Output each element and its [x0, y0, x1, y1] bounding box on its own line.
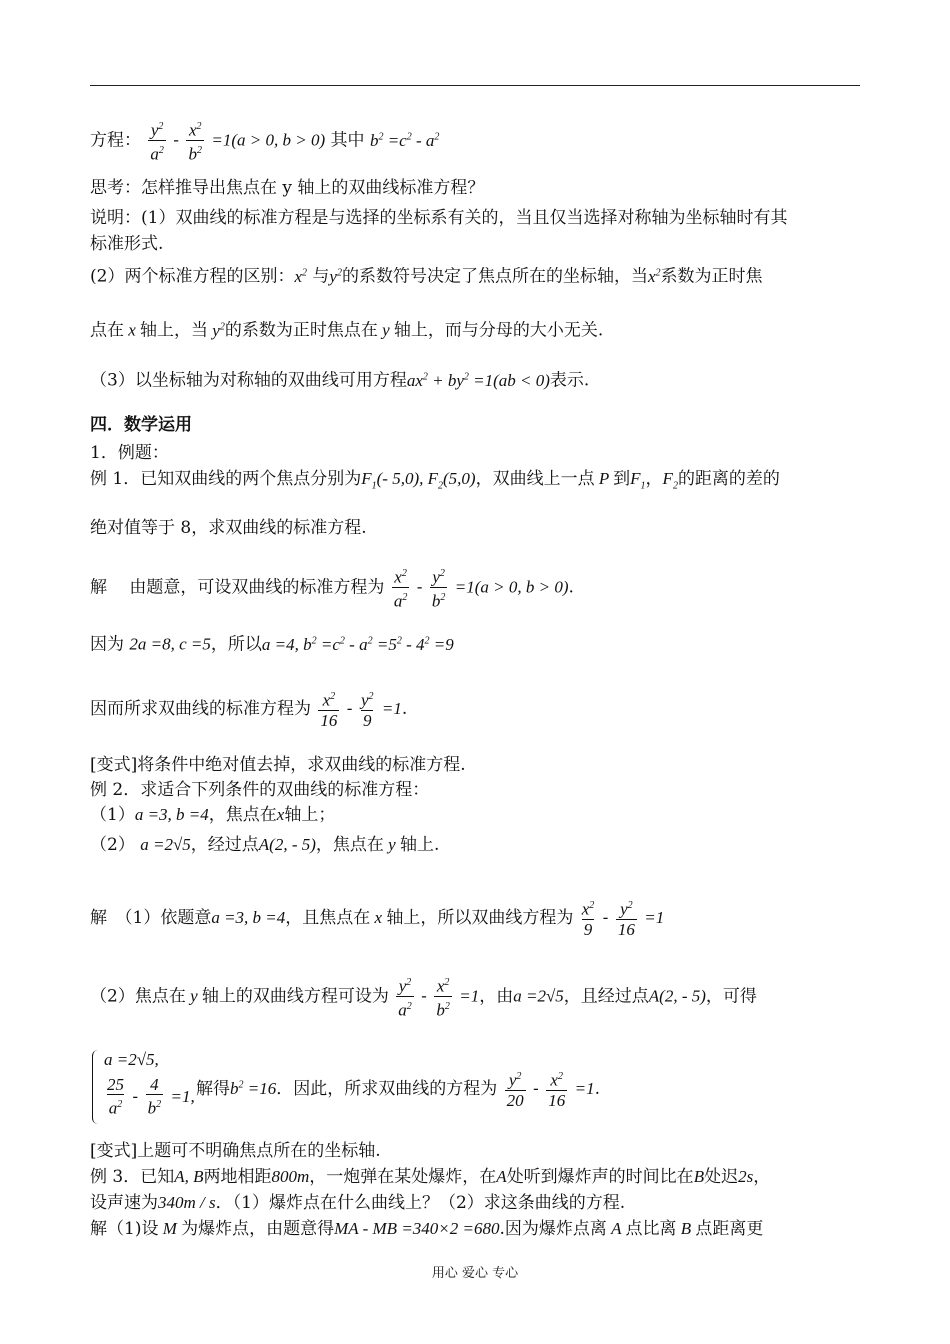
- variant-1: [变式]将条件中绝对值去掉，求双曲线的标准方程.: [90, 755, 466, 775]
- equation-line-1: 方程： $\frac{y^2}{a^2}$ - $\frac{x^2}{b^2}$ =1(a > 0, b > 0) 其中 $b^2 =c^2 - a^2$: [90, 120, 440, 164]
- solution-1c: 因而所求双曲线的标准方程为 $\frac{x^2}{16}$ - $\frac{y^2}{9}$ =1.: [90, 690, 408, 730]
- subheading-examples: 1．例题：: [90, 443, 169, 463]
- example-2-item-1: （1）a =3, b =4，焦点在x轴上；: [90, 805, 336, 825]
- paragraph-note-1b: 标准形式.: [90, 234, 164, 254]
- example-3b: 设声速为340m / s．（1）爆炸点在什么曲线上？（2）求这条曲线的方程.: [90, 1193, 626, 1213]
- paragraph-note-3: （3）以坐标轴为对称轴的双曲线可用方程$ax^2 + by^2 =1(ab < 0)$表示.: [90, 370, 590, 391]
- paragraph-note-2: (2）两个标准方程的区别：$x^2$ 与$y^2$的系数符号决定了焦点所在的坐标轴，当$x^2$系数为正时焦: [90, 266, 763, 287]
- example-1b: 绝对值等于 8，求双曲线的标准方程.: [90, 518, 367, 538]
- variant-2: [变式]上题可不明确焦点所在的坐标轴.: [90, 1141, 381, 1161]
- solution-1: 解 由题意，可设双曲线的标准方程为 $\frac{x^2}{a^2}$ - $\frac{y^2}{b^2}$ =1(a > 0, b > 0).: [90, 567, 574, 611]
- paragraph-note-1: 说明：(1）双曲线的标准方程是与选择的坐标系有关的，当且仅当选择对称轴为坐标轴时有其: [90, 208, 788, 228]
- solution-2-2: （2）焦点在 y 轴上的双曲线方程可设为 $\frac{y^2}{a^2}$ - $\frac{x^2}{b^2}$ =1，由a =2√5，且经过点A(2, - 5)，可得: [90, 976, 757, 1020]
- example-2: 例 2．求适合下列条件的双曲线的标准方程：: [90, 780, 430, 800]
- solution-2-3: 解得$b^2 =16$．因此，所求双曲线的方程为 $\frac{y^2}{20}$ - $\frac{x^2}{16}$ =1.: [196, 1070, 600, 1110]
- example-2-item-2: （2） a =2√5，经过点A(2, - 5)，焦点在 y 轴上.: [90, 835, 440, 855]
- header-rule: [90, 85, 860, 86]
- example-1: 例 1．已知双曲线的两个焦点分别为$F_1(-$ 5,0), $F_2(5,0)$，双曲线上一点 P 到$F_1$，$F_2$的距离的差的: [90, 469, 780, 492]
- solution-3: 解（1)设 M 为爆炸点，由题意得MA - MB =340×2 =680.因为爆炸点离 A 点比离 B 点距离更: [90, 1219, 764, 1239]
- equation-system: a =2√5, $\frac{25}{a^2}$ - $\frac{4}{b^2}$ =1,: [92, 1050, 212, 1126]
- section-heading: 四．数学运用: [90, 415, 192, 435]
- example-3: 例 3．已知A, B两地相距800m，一炮弹在某处爆炸，在A处听到爆炸声的时间比在B处迟2s，: [90, 1167, 771, 1187]
- solution-1b: 因为 2a =8, c =5，所以a =4, $b^2 =c^2 - a^2 =5^2 - 4^2 =9$: [90, 634, 454, 655]
- page-footer: 用心 爱心 专心: [431, 1266, 519, 1281]
- paragraph-think: 思考：怎样推导出焦点在 y 轴上的双曲线标准方程？: [90, 178, 485, 198]
- paragraph-note-2b: 点在 x 轴上，当 $y^2$的系数为正时焦点在 y 轴上，而与分母的大小无关.: [90, 320, 604, 341]
- solution-2-1: 解 （1）依题意a =3, b =4，且焦点在 x 轴上，所以双曲线方程为 $\frac{x^2}{9}$ - $\frac{y^2}{16}$ =1: [90, 899, 665, 939]
